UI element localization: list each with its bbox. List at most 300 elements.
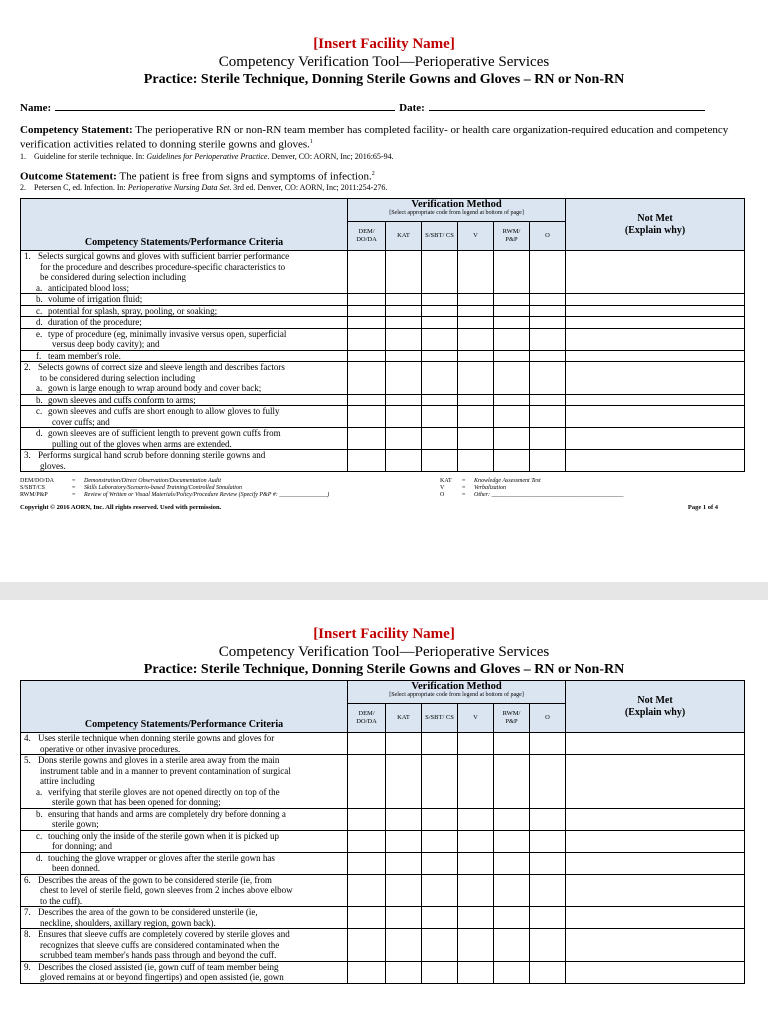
sub-item-letter: d. (36, 428, 43, 439)
verification-checkbox-cell[interactable] (422, 428, 458, 450)
not-met-explain-cell[interactable] (566, 328, 745, 350)
verification-checkbox-cell[interactable] (348, 808, 386, 830)
verification-checkbox-cell[interactable] (386, 808, 422, 830)
criteria-cell (21, 830, 348, 852)
verification-checkbox-cell[interactable] (348, 362, 386, 395)
verification-checkbox-cell[interactable] (422, 328, 458, 350)
criteria-row (21, 251, 745, 294)
verification-checkbox-cell[interactable] (422, 874, 458, 907)
verification-checkbox-cell[interactable] (530, 808, 566, 830)
verification-checkbox-cell[interactable] (386, 406, 422, 428)
verification-checkbox-cell[interactable] (458, 317, 494, 329)
sub-item-text: gown sleeves and cuffs conform to arms; (48, 394, 196, 405)
verification-checkbox-cell[interactable] (530, 733, 566, 755)
sub-item-text: duration of the procedure; (48, 317, 142, 328)
verification-checkbox-cell[interactable] (348, 755, 386, 809)
verification-checkbox-cell[interactable] (348, 733, 386, 755)
not-met-explain-cell[interactable] (566, 317, 745, 329)
not-met-explain-cell[interactable] (566, 929, 745, 962)
verification-checkbox-cell[interactable] (458, 852, 494, 874)
item-text: Describes the area of the gown to be considered unsterile (ie, (38, 907, 258, 917)
sub-item-text-cont: versus deep body cavity); and (52, 339, 160, 350)
legend-meaning: Skills Laboratory/Scenario-based Training/Controlled Simulation (84, 485, 242, 492)
legend-code: S/SBT/CS (20, 485, 46, 492)
verification-checkbox-cell[interactable] (458, 251, 494, 294)
criteria-cell (21, 755, 348, 809)
name-label: Name: (20, 102, 52, 114)
criteria-row (21, 350, 745, 362)
sub-item-letter: a. (36, 282, 43, 293)
legend-meaning: Review of Written or Visual Materials/Policy/Procedure Review (Specify P&P #: ________________) (84, 492, 330, 499)
verification-code-header: V (458, 704, 494, 733)
verification-checkbox-cell[interactable] (530, 294, 566, 306)
verification-checkbox-cell[interactable] (530, 305, 566, 317)
verification-checkbox-cell[interactable] (494, 394, 530, 406)
verification-checkbox-cell[interactable] (348, 929, 386, 962)
verification-code-header: O (530, 222, 566, 251)
sub-item-text-cont: cover cuffs; and (52, 416, 110, 427)
legend-code: O (440, 492, 445, 499)
item-number: 9. (24, 961, 31, 972)
not-met-explain-cell[interactable] (566, 808, 745, 830)
item-text-cont: gloved remains at or beyond fingertips) and open assisted (ie, gown (40, 972, 284, 982)
verification-checkbox-cell[interactable] (530, 328, 566, 350)
sub-item-letter: c. (36, 830, 43, 841)
legend-meaning: Verbalization (474, 485, 507, 492)
verification-checkbox-cell[interactable] (422, 251, 458, 294)
verification-checkbox-cell[interactable] (386, 929, 422, 962)
verification-checkbox-cell[interactable] (458, 394, 494, 406)
sub-item-text-cont: pulling out of the gloves when arms are extended. (52, 438, 232, 449)
criteria-cell (21, 428, 348, 450)
criteria-row (21, 808, 745, 830)
not-met-explain-cell[interactable] (566, 406, 745, 428)
verification-checkbox-cell[interactable] (530, 874, 566, 907)
verification-code-header: KAT (386, 222, 422, 251)
verification-checkbox-cell[interactable] (494, 852, 530, 874)
verification-checkbox-cell[interactable] (458, 294, 494, 306)
competency-table-page-2 (20, 680, 745, 984)
item-number: 2. (24, 362, 31, 373)
verification-checkbox-cell[interactable] (422, 394, 458, 406)
not-met-explain-cell[interactable] (566, 830, 745, 852)
sub-item-letter: b. (36, 294, 43, 305)
criteria-row (21, 907, 745, 929)
legend-row: V = Verbalization (440, 485, 507, 492)
sub-item-letter: f. (36, 350, 42, 361)
criteria-row (21, 406, 745, 428)
verification-checkbox-cell[interactable] (422, 450, 458, 472)
verification-checkbox-cell[interactable] (348, 961, 386, 983)
practice-title: Practice: Sterile Technique, Donning Sterile Gowns and Gloves – RN or Non-RN (143, 72, 625, 87)
criteria-cell (21, 294, 348, 306)
name-date-line (20, 102, 748, 114)
verification-checkbox-cell[interactable] (422, 406, 458, 428)
verification-checkbox-cell[interactable] (386, 755, 422, 809)
sub-item-text: gown is large enough to wrap around body and cover back; (48, 383, 262, 394)
verification-code-header: S/SBT/ CS (422, 222, 458, 251)
not-met-explain-cell[interactable] (566, 755, 745, 809)
verification-checkbox-cell[interactable] (386, 328, 422, 350)
sub-item-text: ensuring that hands and arms are completely dry before donning a (48, 808, 286, 819)
verification-code-header: RWM/ P&P (494, 704, 530, 733)
not-met-header: Not Met (Explain why) (566, 199, 745, 251)
verification-checkbox-cell[interactable] (386, 362, 422, 395)
verification-checkbox-cell[interactable] (494, 317, 530, 329)
verification-checkbox-cell[interactable] (348, 317, 386, 329)
verification-checkbox-cell[interactable] (348, 294, 386, 306)
criteria-cell (21, 362, 348, 395)
item-number: 5. (24, 755, 31, 765)
verification-checkbox-cell[interactable] (386, 961, 422, 983)
legend-row: O = Other: ____________________________________________ (440, 492, 624, 499)
verification-checkbox-cell[interactable] (458, 305, 494, 317)
verification-checkbox-cell[interactable] (458, 733, 494, 755)
sub-item-text: gown sleeves and cuffs are short enough to allow gloves to fully (48, 406, 280, 417)
criteria-cell (21, 450, 348, 472)
verification-checkbox-cell[interactable] (494, 907, 530, 929)
verification-checkbox-cell[interactable] (422, 305, 458, 317)
reference-1: 1. Guideline for sterile technique. In: Guidelines for Perioperative Practice. Denver, CO: AORN, Inc; 2016:65-94. (20, 151, 394, 161)
criteria-row (21, 294, 745, 306)
item-number: 1. (24, 251, 31, 262)
verification-checkbox-cell[interactable] (494, 929, 530, 962)
verification-checkbox-cell[interactable] (386, 830, 422, 852)
verification-checkbox-cell[interactable] (348, 874, 386, 907)
criteria-body-1 (21, 251, 745, 472)
legend (20, 478, 748, 499)
item-text: Uses sterile technique when donning sterile gowns and gloves for (38, 733, 275, 743)
verification-checkbox-cell[interactable] (422, 294, 458, 306)
item-text-cont: recognizes that sleeve cuffs are considered contaminated when the (40, 939, 280, 950)
verification-checkbox-cell[interactable] (458, 907, 494, 929)
criteria-cell (21, 808, 348, 830)
sub-item-letter: c. (36, 406, 43, 417)
verification-checkbox-cell[interactable] (458, 362, 494, 395)
facility-name-2: [Insert Facility Name] (313, 626, 455, 642)
verification-checkbox-cell[interactable] (530, 350, 566, 362)
verification-checkbox-cell[interactable] (348, 305, 386, 317)
criteria-cell (21, 907, 348, 929)
verification-checkbox-cell[interactable] (494, 961, 530, 983)
verification-checkbox-cell[interactable] (494, 362, 530, 395)
document-title: Competency Verification Tool—Perioperative Services (218, 54, 550, 70)
not-met-explain-cell[interactable] (566, 394, 745, 406)
criteria-row (21, 852, 745, 874)
item-text: Describes the closed assisted (ie, gown cuff of team member being (38, 961, 279, 972)
verification-checkbox-cell[interactable] (348, 450, 386, 472)
verification-checkbox-cell[interactable] (530, 755, 566, 809)
sub-item-text: touching only the inside of the sterile gown when it is picked up (48, 830, 279, 841)
sub-item-text-cont: sterile gown; (52, 819, 99, 829)
item-text-cont: chest to level of sterile field, gown sleeves from 2 inches above elbow (40, 885, 293, 895)
verification-code-header: S/SBT/ CS (422, 704, 458, 733)
criteria-row (21, 328, 745, 350)
sub-item-text: gown sleeves are of sufficient length to prevent gown cuffs from (48, 428, 281, 439)
verification-checkbox-cell[interactable] (494, 755, 530, 809)
verification-checkbox-cell[interactable] (422, 929, 458, 962)
verification-checkbox-cell[interactable] (458, 328, 494, 350)
verification-code-header: KAT (386, 704, 422, 733)
verification-checkbox-cell[interactable] (458, 406, 494, 428)
criteria-row (21, 874, 745, 907)
verification-code-header: O (530, 704, 566, 733)
verification-code-header: DEM/ DO/DA (348, 704, 386, 733)
legend-code: KAT (440, 478, 452, 485)
sub-item-text: type of procedure (eg, minimally invasive versus open, superficial (48, 328, 287, 339)
verification-code-header: DEM/ DO/DA (348, 222, 386, 251)
verification-checkbox-cell[interactable] (348, 830, 386, 852)
item-number: 4. (24, 733, 31, 743)
verification-checkbox-cell[interactable] (530, 317, 566, 329)
verification-checkbox-cell[interactable] (494, 328, 530, 350)
verification-checkbox-cell[interactable] (386, 394, 422, 406)
verification-checkbox-cell[interactable] (458, 830, 494, 852)
sub-item-text: team member's role. (48, 350, 121, 361)
criteria-row (21, 961, 745, 983)
practice-title-2: Practice: Sterile Technique, Donning Sterile Gowns and Gloves – RN or Non-RN (143, 662, 625, 677)
legend-row: KAT = Knowledge Assessment Test (440, 478, 541, 485)
copyright: Copyright © 2016 AORN, Inc. All rights reserved. Used with permission. (20, 504, 222, 512)
criteria-cell (21, 251, 348, 294)
sub-item-text: anticipated blood loss; (48, 282, 129, 293)
criteria-row (21, 428, 745, 450)
legend-meaning: Knowledge Assessment Test (474, 478, 541, 485)
verification-checkbox-cell[interactable] (458, 874, 494, 907)
document-title-2: Competency Verification Tool—Perioperative Services (218, 644, 550, 660)
facility-name: [Insert Facility Name] (313, 36, 455, 52)
verification-checkbox-cell[interactable] (422, 755, 458, 809)
item-number: 7. (24, 907, 31, 917)
criteria-cell (21, 874, 348, 907)
sub-item-letter: a. (36, 786, 43, 797)
item-text-cont: scrubbed team member's hands pass through and beyond the cuff. (40, 950, 277, 960)
verification-checkbox-cell[interactable] (386, 350, 422, 362)
criteria-row (21, 755, 745, 809)
verification-checkbox-cell[interactable] (422, 852, 458, 874)
item-text-cont: to the cuff). (40, 895, 83, 906)
verification-checkbox-cell[interactable] (530, 830, 566, 852)
item-text: Performs surgical hand scrub before donning sterile gowns and (38, 450, 266, 461)
criteria-cell (21, 852, 348, 874)
verification-checkbox-cell[interactable] (530, 907, 566, 929)
verification-method-header: Verification Method [Select appropriate code from legend at bottom of page] (348, 199, 566, 222)
not-met-explain-cell[interactable] (566, 251, 745, 294)
not-met-explain-cell[interactable] (566, 907, 745, 929)
not-met-explain-cell[interactable] (566, 961, 745, 983)
item-text: Selects gowns of correct size and sleeve length and describes factors (38, 362, 285, 373)
item-text: Dons sterile gowns and gloves in a sterile area away from the main (38, 755, 280, 765)
criteria-row (21, 929, 745, 962)
verification-checkbox-cell[interactable] (458, 808, 494, 830)
not-met-explain-cell[interactable] (566, 874, 745, 907)
verification-checkbox-cell[interactable] (530, 929, 566, 962)
verification-checkbox-cell[interactable] (386, 852, 422, 874)
verification-checkbox-cell[interactable] (348, 907, 386, 929)
item-number: 8. (24, 929, 31, 939)
verification-checkbox-cell[interactable] (458, 929, 494, 962)
legend-row: S/SBT/CS = Skills Laboratory/Scenario-based Training/Controlled Simulation (20, 485, 242, 492)
competency-table-page-1 (20, 198, 745, 472)
verification-checkbox-cell[interactable] (386, 907, 422, 929)
not-met-explain-cell[interactable] (566, 362, 745, 395)
sub-item-text-cont: sterile gown that has been opened for donning; (52, 797, 221, 807)
competency-statement: Competency Statement: The perioperative RN or non-RN team member has completed facility- or health care organization-required education and competency verification activities related to donning sterile gowns and gloves.$^1$ (20, 124, 729, 151)
item-text-cont: operative or other invasive procedures. (40, 743, 181, 754)
verification-checkbox-cell[interactable] (494, 294, 530, 306)
verification-checkbox-cell[interactable] (386, 874, 422, 907)
verification-checkbox-cell[interactable] (530, 450, 566, 472)
item-text: Describes the areas of the gown to be considered sterile (ie, from (38, 874, 272, 885)
reference-2: 2. Petersen C, ed. Infection. In: Perioperative Nursing Data Set. 3rd ed. Denver, CO: AORN, Inc; 2011:254-276. (20, 183, 388, 193)
legend-code: DEM/DO/DA (20, 478, 54, 485)
not-met-explain-cell[interactable] (566, 428, 745, 450)
criteria-row (21, 317, 745, 329)
verification-checkbox-cell[interactable] (348, 428, 386, 450)
verification-checkbox-cell[interactable] (458, 961, 494, 983)
verification-checkbox-cell[interactable] (494, 251, 530, 294)
item-text-cont: gloves. (40, 460, 66, 471)
sub-item-letter: b. (36, 394, 43, 405)
verification-checkbox-cell[interactable] (386, 251, 422, 294)
document-page-2 (0, 600, 768, 1024)
verification-checkbox-cell[interactable] (348, 394, 386, 406)
legend-meaning: Demonstration/Direct Observation/Documentation Audit (84, 478, 221, 485)
verification-checkbox-cell[interactable] (348, 406, 386, 428)
criteria-cell (21, 328, 348, 350)
verification-checkbox-cell[interactable] (348, 350, 386, 362)
verification-checkbox-cell[interactable] (530, 852, 566, 874)
outcome-statement: Outcome Statement: The patient is free from signs and symptoms of infection.$^2$ (20, 170, 375, 183)
verification-checkbox-cell[interactable] (386, 428, 422, 450)
verification-checkbox-cell[interactable] (386, 294, 422, 306)
verification-checkbox-cell[interactable] (422, 362, 458, 395)
not-met-header-2: Not Met (Explain why) (566, 681, 745, 733)
item-number: 3. (24, 450, 31, 461)
verification-checkbox-cell[interactable] (422, 350, 458, 362)
verification-checkbox-cell[interactable] (494, 406, 530, 428)
verification-code-header: RWM/ P&P (494, 222, 530, 251)
not-met-explain-cell[interactable] (566, 852, 745, 874)
criteria-header: Competency Statements/Performance Criteria (21, 199, 348, 251)
verification-checkbox-cell[interactable] (494, 808, 530, 830)
sub-item-letter: a. (36, 383, 43, 394)
criteria-cell (21, 305, 348, 317)
criteria-body-2 (21, 733, 745, 984)
verification-checkbox-cell[interactable] (494, 428, 530, 450)
verification-checkbox-cell[interactable] (494, 874, 530, 907)
item-text-cont: instrument table and in a manner to prevent contamination of surgical (40, 765, 291, 776)
sub-item-letter: d. (36, 317, 43, 328)
verification-checkbox-cell[interactable] (348, 328, 386, 350)
verification-checkbox-cell[interactable] (422, 830, 458, 852)
legend-row: RWM/P&P = Review of Written or Visual Materials/Policy/Procedure Review (Specify P&P #: ________________) (20, 492, 330, 499)
not-met-explain-cell[interactable] (566, 350, 745, 362)
criteria-cell (21, 350, 348, 362)
verification-checkbox-cell[interactable] (530, 251, 566, 294)
verification-checkbox-cell[interactable] (422, 907, 458, 929)
item-text-cont: to be considered during selection including (40, 372, 196, 383)
sub-item-text: volume of irrigation fluid; (48, 294, 143, 305)
item-text-cont: for the procedure and describes procedure-specific characteristics to (40, 261, 286, 272)
sub-item-letter: d. (36, 852, 43, 863)
verification-checkbox-cell[interactable] (530, 961, 566, 983)
verification-checkbox-cell[interactable] (494, 733, 530, 755)
criteria-cell (21, 317, 348, 329)
verification-checkbox-cell[interactable] (458, 755, 494, 809)
sub-item-text: potential for splash, spray, pooling, or soaking; (48, 305, 218, 316)
verification-checkbox-cell[interactable] (494, 830, 530, 852)
sub-item-text: verifying that sterile gloves are not opened directly on top of the (48, 786, 280, 797)
criteria-row (21, 733, 745, 755)
item-text: Selects surgical gowns and gloves with sufficient barrier performance (38, 251, 290, 262)
sub-item-letter: e. (36, 328, 43, 339)
verification-checkbox-cell[interactable] (494, 450, 530, 472)
sub-item-letter: c. (36, 305, 43, 316)
criteria-cell (21, 394, 348, 406)
verification-checkbox-cell[interactable] (386, 733, 422, 755)
verification-checkbox-cell[interactable] (422, 317, 458, 329)
verification-method-header-2: Verification Method [Select appropriate code from legend at bottom of page] (348, 681, 566, 704)
not-met-explain-cell[interactable] (566, 305, 745, 317)
page-number: Page 1 of 4 (687, 504, 718, 512)
verification-checkbox-cell[interactable] (386, 317, 422, 329)
verification-checkbox-cell[interactable] (422, 733, 458, 755)
verification-checkbox-cell[interactable] (530, 428, 566, 450)
item-text-cont: neckline, shoulders, axillary region, gown back). (40, 917, 216, 928)
verification-checkbox-cell[interactable] (530, 362, 566, 395)
sub-item-text: touching the glove wrapper or gloves after the sterile gown has (48, 852, 275, 863)
criteria-row (21, 394, 745, 406)
criteria-cell (21, 961, 348, 983)
not-met-explain-cell[interactable] (566, 294, 745, 306)
verification-checkbox-cell[interactable] (530, 406, 566, 428)
item-number: 6. (24, 874, 31, 885)
criteria-row (21, 450, 745, 472)
verification-checkbox-cell[interactable] (458, 428, 494, 450)
verification-checkbox-cell[interactable] (458, 350, 494, 362)
verification-checkbox-cell[interactable] (422, 808, 458, 830)
verification-checkbox-cell[interactable] (348, 251, 386, 294)
verification-checkbox-cell[interactable] (494, 350, 530, 362)
legend-code: V (440, 485, 445, 492)
verification-checkbox-cell[interactable] (530, 394, 566, 406)
criteria-cell (21, 929, 348, 962)
sub-item-letter: b. (36, 808, 43, 819)
date-field[interactable] (429, 99, 705, 111)
sub-item-text-cont: been donned. (52, 863, 100, 873)
item-text: Ensures that sleeve cuffs are completely covered by sterile gloves and (38, 929, 290, 939)
legend-meaning: Other: ____________________________________________ (474, 492, 624, 499)
criteria-cell (21, 733, 348, 755)
not-met-explain-cell[interactable] (566, 450, 745, 472)
verification-checkbox-cell[interactable] (458, 450, 494, 472)
verification-checkbox-cell[interactable] (422, 961, 458, 983)
criteria-header-2: Competency Statements/Performance Criteria (21, 681, 348, 733)
criteria-cell (21, 406, 348, 428)
verification-checkbox-cell[interactable] (386, 450, 422, 472)
footer (20, 504, 748, 511)
verification-checkbox-cell[interactable] (348, 852, 386, 874)
not-met-explain-cell[interactable] (566, 733, 745, 755)
date-label: Date: (399, 102, 425, 114)
name-field[interactable] (55, 99, 395, 111)
item-text-cont: be considered during selection including (40, 272, 186, 283)
verification-checkbox-cell[interactable] (494, 305, 530, 317)
criteria-row (21, 830, 745, 852)
criteria-row (21, 305, 745, 317)
verification-checkbox-cell[interactable] (386, 305, 422, 317)
